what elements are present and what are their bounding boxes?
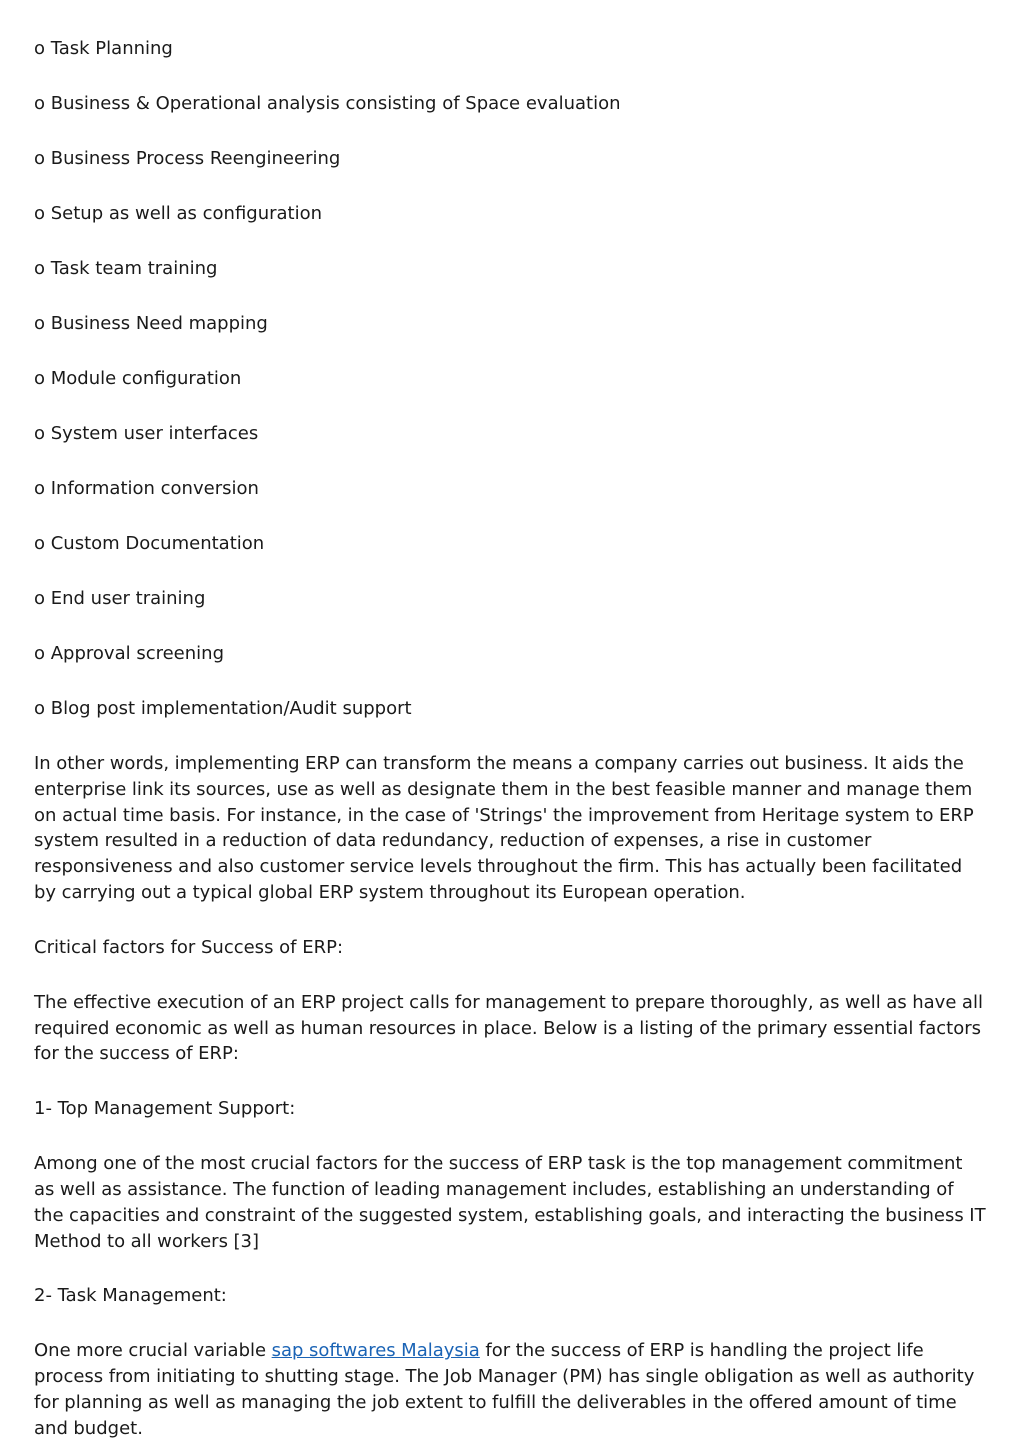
paragraph-task-management (34, 1338, 988, 1441)
heading-task-management: 2- Task Management: (34, 1285, 227, 1307)
list-item: o Task team training (34, 258, 218, 279)
list-item: o Task Planning (34, 38, 173, 59)
list-item: o Blog post implementation/Audit support (34, 698, 412, 719)
list-item: o Custom Documentation (34, 533, 265, 554)
list-item: o Setup as well as configuration (34, 203, 323, 224)
list-item: o Approval screening (34, 643, 224, 664)
list-item: o Information conversion (34, 478, 259, 499)
paragraph-text-after-link: for the success of ERP is handling the project life process from initiating to shutting stage. The Job Manager (PM) has single obligation as well as authority for planning as well as managing the job extent to fulfill the deliverables in the offered amount of time and budget. (34, 1340, 975, 1439)
list-item: o Business Need mapping (34, 313, 268, 334)
sap-softwares-malaysia-link[interactable]: sap softwares Malaysia (271, 1340, 480, 1362)
heading-top-management: 1- Top Management Support: (34, 1098, 296, 1120)
paragraph-effective-execution: The effective execution of an ERP project calls for management to prepare thoroughly, as well as have all required economic as well as human resources in place. Below is a listing of the primary essential factors for the success of ERP: (34, 991, 983, 1065)
paragraph-text-before-link: One more crucial variable (34, 1340, 272, 1362)
list-item: o System user interfaces (34, 423, 259, 444)
task-list (34, 36, 988, 722)
paragraph-top-management: Among one of the most crucial factors for the success of ERP task is the top management commitment as well as assistance. The function of leading management includes, establishing an understanding of the capacities and constraint of the suggested system, establishing goals, and interacting the business IT Method to all workers [3] (34, 1153, 986, 1252)
paragraph-erp-transform: In other words, implementing ERP can transform the means a company carries out business. It aids the enterprise link its sources, use as well as designate them in the best feasible manner and manage them on actual time basis. For instance, in the case of 'Strings' the improvement from Heritage system to ERP system resulted in a reduction of data redundancy, reduction of expenses, a rise in customer responsiveness and also customer service levels throughout the firm. This has actually been facilitated by carrying out a typical global ERP system throughout its European operation. (34, 753, 974, 903)
list-item: o Business & Operational analysis consisting of Space evaluation (34, 93, 621, 114)
heading-critical-factors: Critical factors for Success of ERP: (34, 936, 344, 958)
list-item: o Module configuration (34, 368, 242, 389)
list-item: o End user training (34, 588, 206, 609)
list-item: o Business Process Reengineering (34, 148, 341, 169)
